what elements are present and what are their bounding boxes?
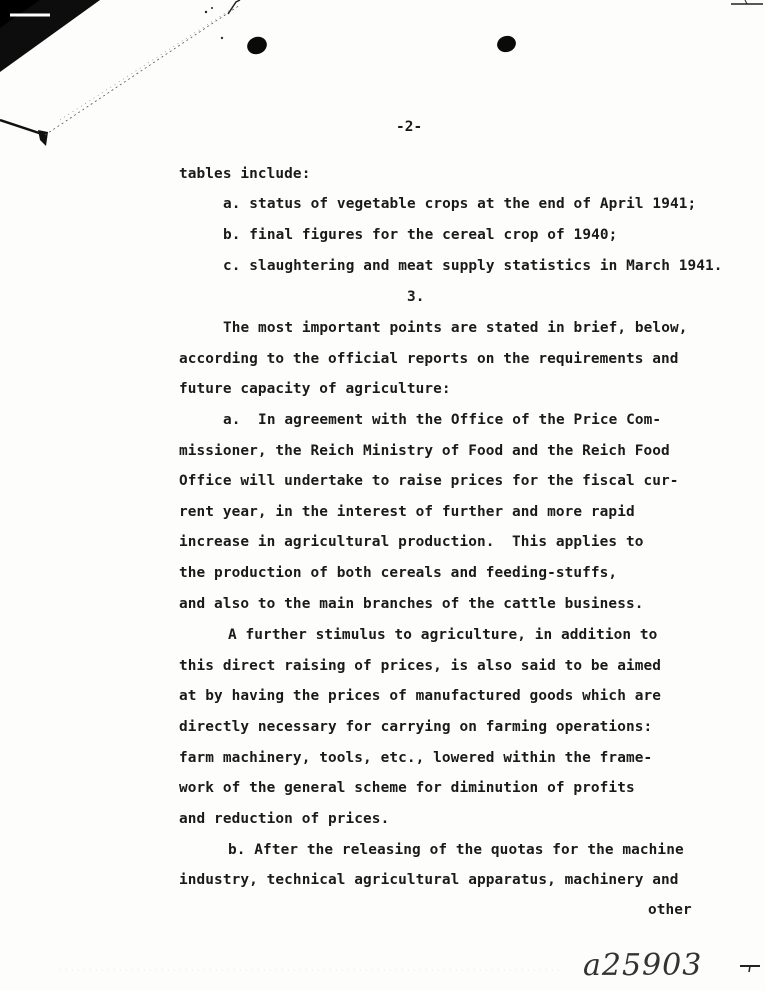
page-number: -2- [396,119,423,135]
handwritten-archive-number: a25903 [583,948,703,983]
text-line: Office will undertake to raise prices for the fiscal cur- [179,473,679,489]
text-line: The most important points are stated in brief, below, [223,320,688,336]
corner-scan-mark [725,0,765,10]
tick-mark [738,962,762,974]
text-line: missioner, the Reich Ministry of Food and the Reich Food [179,443,670,459]
text-line: according to the official reports on the requirements and [179,351,679,367]
scan-noise [0,960,600,980]
text-line: work of the general scheme for diminution of profits [179,780,635,796]
corner-fold-mark [0,0,260,150]
section-number: 3. [407,289,425,305]
text-line: at by having the prices of manufactured goods which are [179,688,662,704]
text-line: industry, technical agricultural apparatus, machinery and [179,872,679,888]
text-line: future capacity of agriculture: [179,381,451,397]
text-line: this direct raising of prices, is also said to be aimed [179,658,662,674]
text-line: b. After the releasing of the quotas for the machine [228,842,684,858]
text-line: tables include: [179,166,311,182]
text-line: a. status of vegetable crops at the end of April 1941; [223,196,697,212]
text-line: a. In agreement with the Office of the Price Com- [223,412,662,428]
text-line: and reduction of prices. [179,811,390,827]
text-line: c. slaughtering and meat supply statistics in March 1941. [223,258,723,274]
catchword: other [648,902,692,918]
text-line: rent year, in the interest of further and more rapid [179,504,635,520]
text-line: the production of both cereals and feeding-stuffs, [179,565,618,581]
text-line: b. final figures for the cereal crop of 1940; [223,227,618,243]
text-line: directly necessary for carrying on farming operations: [179,719,653,735]
text-line: and also to the main branches of the cattle business. [179,596,644,612]
text-line: farm machinery, tools, etc., lowered within the frame- [179,750,653,766]
text-line: A further stimulus to agriculture, in addition to [228,627,658,643]
punch-hole-right [495,34,517,54]
text-line: increase in agricultural production. This applies to [179,534,644,550]
